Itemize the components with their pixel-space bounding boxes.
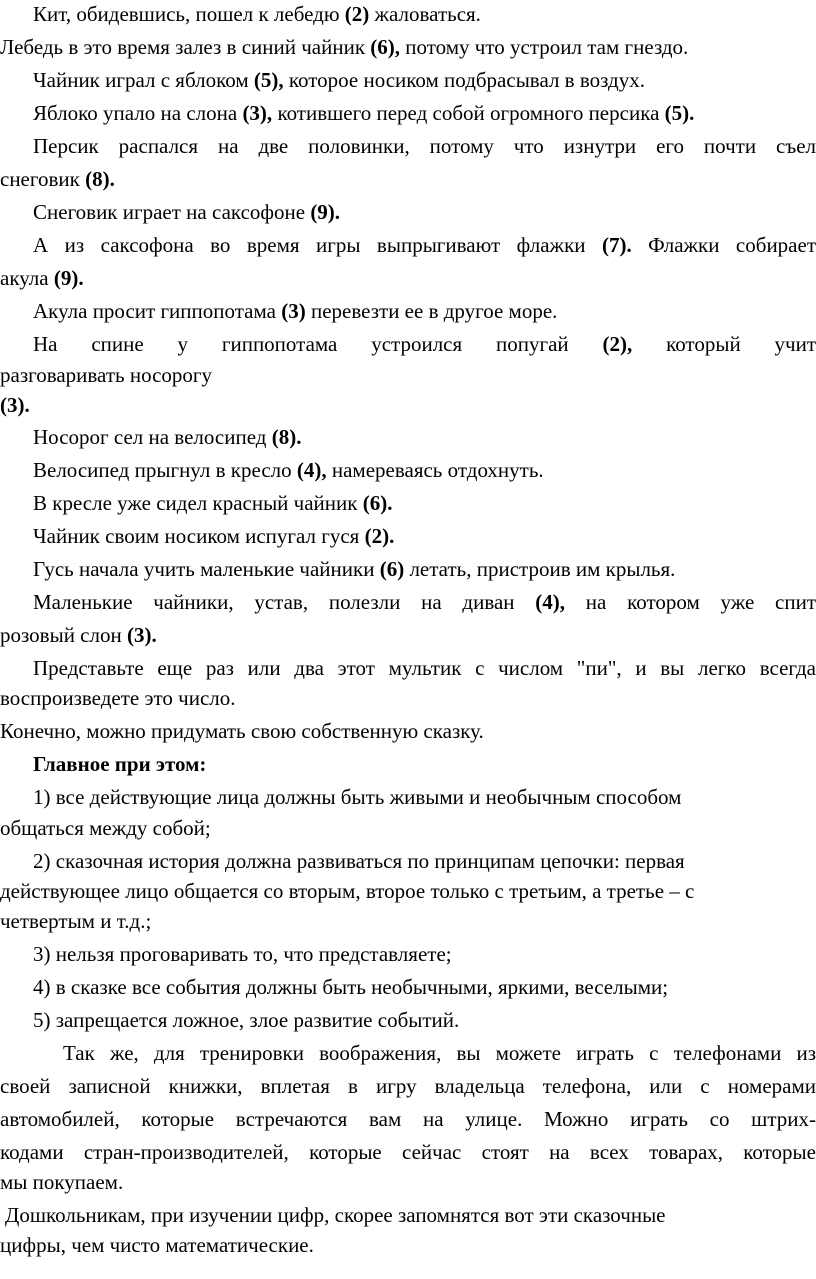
story-line: Снеговик играет на саксофоне (9). bbox=[33, 200, 341, 224]
closing-line: Дошкольникам, при изучении цифр, скорее запомнятся вот эти сказочные bbox=[5, 1203, 666, 1227]
rule-line: четвертым и т.д.; bbox=[0, 909, 152, 933]
story-line: розовый слон (3). bbox=[0, 623, 157, 647]
story-line: Акула просит гиппопотама (3) перевезти ее в другое море. bbox=[33, 299, 558, 323]
story-line: Чайник играл с яблоком (5), которое носиком подбрасывал в воздух. bbox=[33, 68, 645, 92]
story-line: Представьте еще раз или два этот мультик с числом "пи", и вы легко всегда bbox=[33, 656, 816, 680]
story-line: воспроизведете это число. bbox=[0, 686, 236, 710]
story-line: Конечно, можно придумать свою собственную сказку. bbox=[0, 719, 484, 743]
rules-heading: Главное при этом: bbox=[33, 752, 207, 776]
story-line: Лебедь в это время залез в синий чайник (6), потому что устроил там гнездо. bbox=[0, 35, 689, 59]
story-line: Носорог сел на велосипед (8). bbox=[33, 425, 302, 449]
closing-line: мы покупаем. bbox=[0, 1170, 124, 1194]
closing-line: автомобилей, которые встречаются вам на улице. Можно играть со штрих- bbox=[0, 1107, 816, 1131]
rule-line: общаться между собой; bbox=[0, 816, 211, 840]
story-line: разговаривать носорогу bbox=[0, 363, 213, 387]
story-line: снеговик (8). bbox=[0, 167, 115, 191]
story-line: Чайник своим носиком испугал гуся (2). bbox=[33, 524, 395, 548]
story-line: Гусь начала учить маленькие чайники (6) летать, пристроив им крылья. bbox=[33, 557, 676, 581]
story-line: акула (9). bbox=[0, 266, 84, 290]
story-line: На спине у гиппопотама устроился попугай (2), который учит bbox=[33, 332, 816, 356]
rule-line: 3) нельзя проговаривать то, что представляете; bbox=[33, 942, 452, 966]
closing-line: цифры, чем чисто математические. bbox=[0, 1233, 314, 1257]
story-line: В кресле уже сидел красный чайник (6). bbox=[33, 491, 393, 515]
story-line: А из саксофона во время игры выпрыгивают флажки (7). Флажки собирает bbox=[33, 233, 816, 257]
story-line: Велосипед прыгнул в кресло (4), намереваясь отдохнуть. bbox=[33, 458, 544, 482]
rule-line: действующее лицо общается со вторым, второе только с третьим, а третье – с bbox=[0, 879, 695, 903]
rule-line: 2) сказочная история должна развиваться по принципам цепочки: первая bbox=[33, 849, 685, 873]
rule-line: 4) в сказке все события должны быть необычными, яркими, веселыми; bbox=[33, 975, 669, 999]
rule-line: 5) запрещается ложное, злое развитие событий. bbox=[33, 1008, 460, 1032]
story-line: Яблоко упало на слона (3), котившего перед собой огромного персика (5). bbox=[33, 101, 695, 125]
story-line: Кит, обидевшись, пошел к лебедю (2) жаловаться. bbox=[33, 2, 481, 26]
rule-line: 1) все действующие лица должны быть живыми и необычным способом bbox=[33, 785, 682, 809]
closing-line: кодами стран-производителей, которые сейчас стоят на всех товарах, которые bbox=[0, 1140, 816, 1164]
story-line: Маленькие чайники, устав, полезли на диван (4), на котором уже спит bbox=[33, 590, 816, 614]
story-line: Персик распался на две половинки, потому что изнутри его почти съел bbox=[33, 134, 816, 158]
story-line: (3). bbox=[0, 393, 30, 417]
closing-line: Так же, для тренировки воображения, вы можете играть с телефонами из bbox=[63, 1041, 816, 1065]
closing-line: своей записной книжки, вплетая в игру владельца телефона, или с номерами bbox=[0, 1074, 816, 1098]
